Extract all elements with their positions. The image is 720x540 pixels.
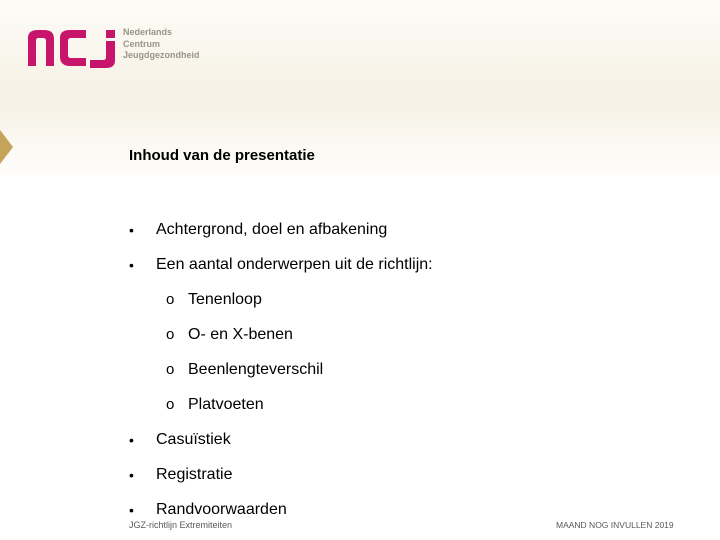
sub-bullet-marker: o <box>166 326 175 343</box>
bullet-marker: • <box>129 222 134 238</box>
list-item: Registratie <box>156 466 233 483</box>
list-item: Randvoorwaarden <box>156 501 287 518</box>
ncj-logo-mark <box>26 28 118 68</box>
sub-bullet-marker: o <box>166 396 175 413</box>
sub-list-item: Tenenloop <box>188 291 262 308</box>
bullet-marker: • <box>129 467 134 483</box>
logo-wordmark <box>123 27 200 62</box>
arrow-marker-icon <box>0 130 13 164</box>
sub-bullet-marker: o <box>166 291 175 308</box>
bullet-marker: • <box>129 432 134 448</box>
bullet-marker: • <box>129 257 134 273</box>
header-band <box>0 0 720 175</box>
footer-title: JGZ-richtlijn Extremiteiten <box>129 520 233 530</box>
sub-list-item: O- en X-benen <box>188 326 293 343</box>
sub-bullet-marker: o <box>166 361 175 378</box>
sub-list-item: Platvoeten <box>188 396 264 413</box>
footer-date: MAAND NOG INVULLEN 2019 <box>556 520 674 530</box>
logo-line-2: Centrum <box>123 38 161 49</box>
sub-list-item: Beenlengteverschil <box>188 361 324 378</box>
slide-title: Inhoud van de presentatie <box>129 147 315 164</box>
list-item: Achtergrond, doel en afbakening <box>156 221 388 238</box>
list-item: Casuïstiek <box>156 431 231 448</box>
ncj-logo <box>26 28 206 70</box>
list-item: Een aantal onderwerpen uit de richtlijn: <box>156 256 433 273</box>
logo-line-3: Jeugdgezondheid <box>123 50 200 60</box>
bullet-marker: • <box>129 502 134 518</box>
logo-line-1: Nederlands <box>123 27 173 37</box>
